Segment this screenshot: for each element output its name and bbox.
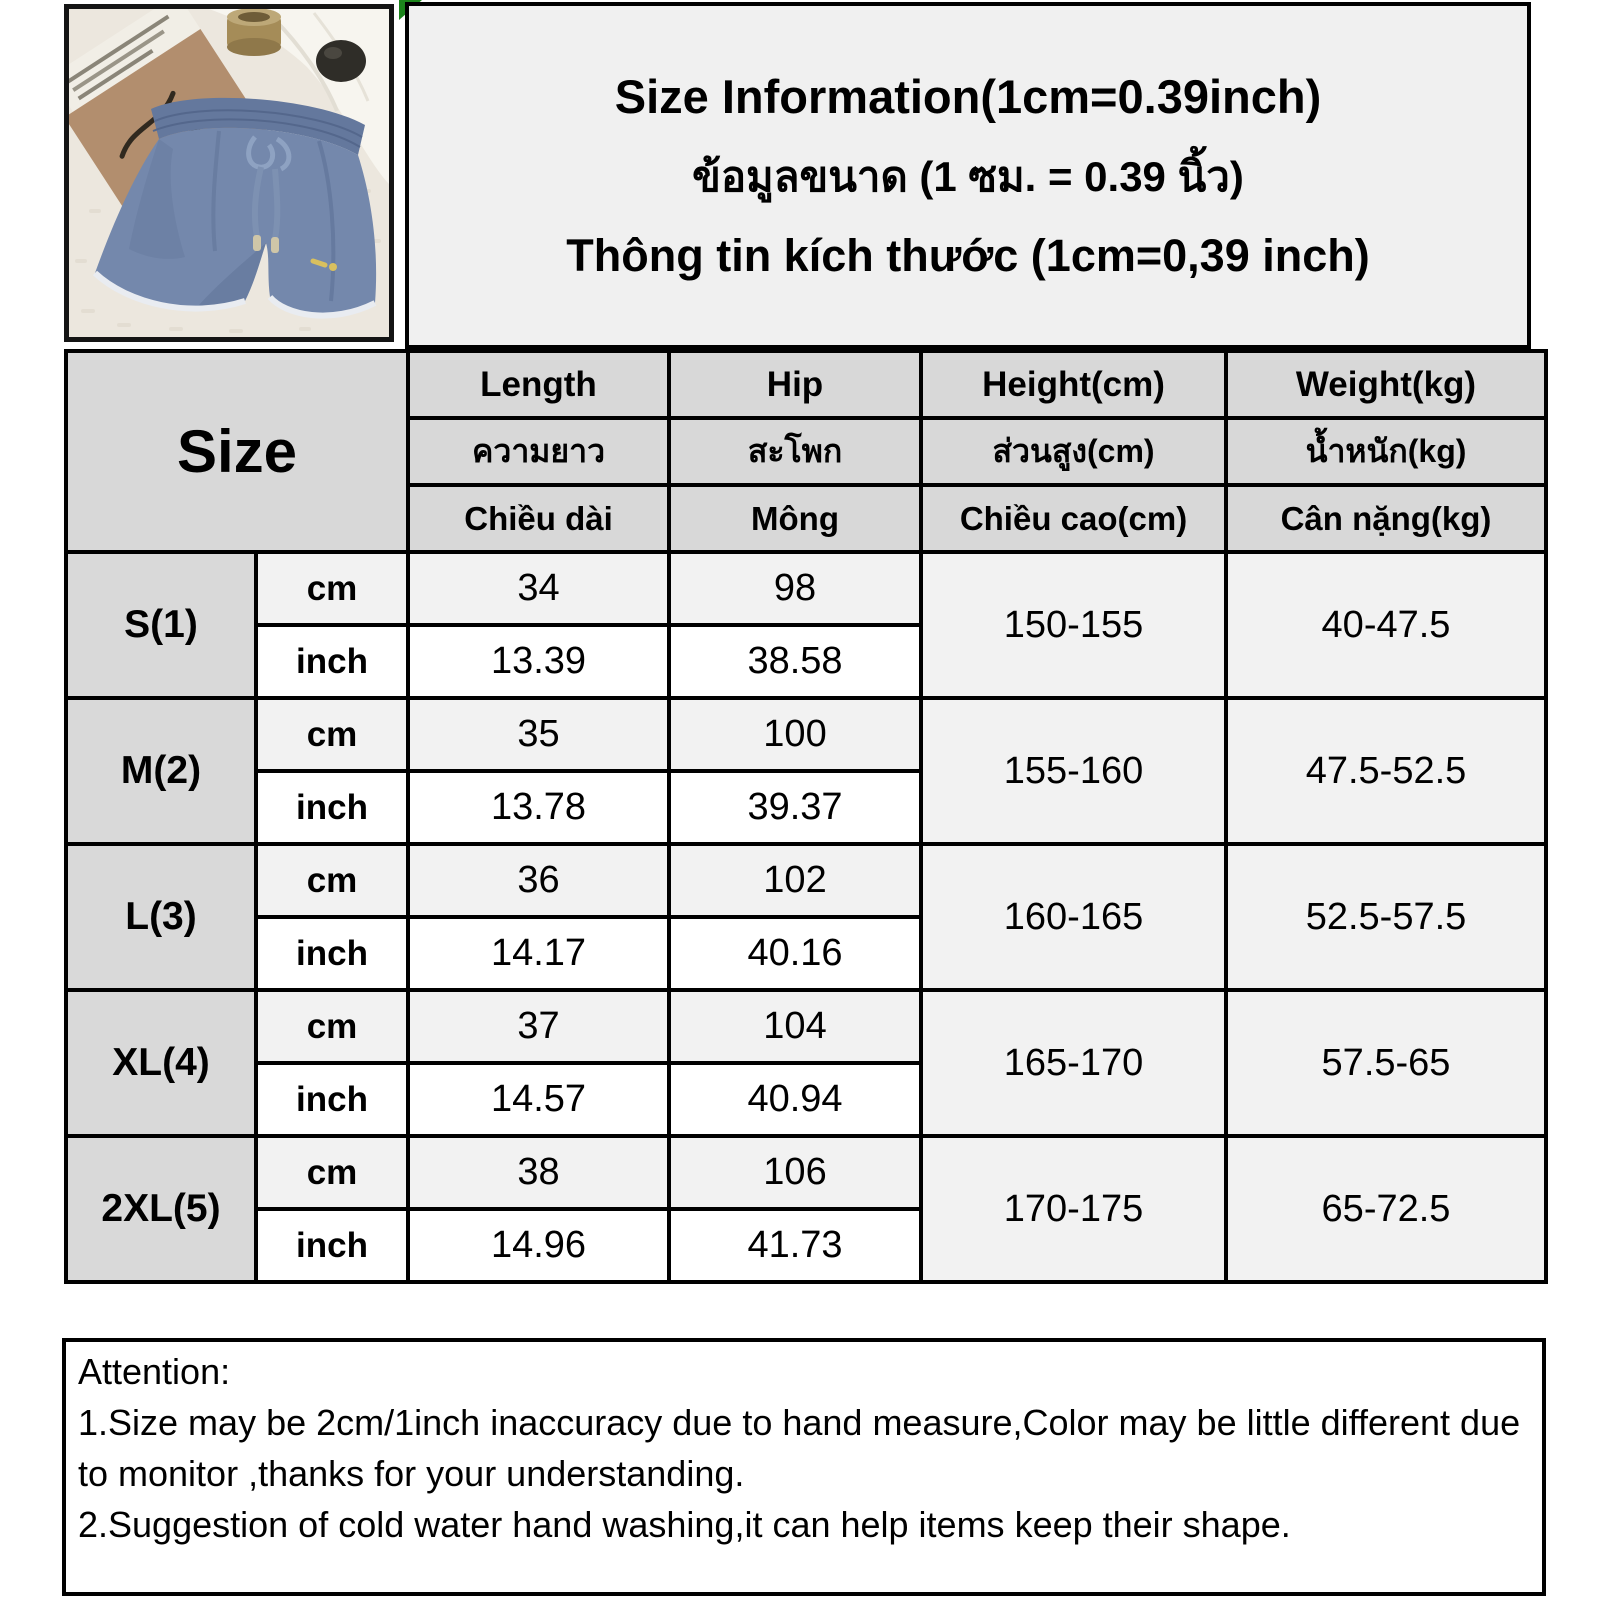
col-header-height-en: Height(cm) — [921, 351, 1226, 418]
cell-2xl5-in-hip: 41.73 — [669, 1209, 921, 1282]
col-header-hip-en: Hip — [669, 351, 921, 418]
size-label-l3: L(3) — [66, 844, 256, 990]
size-label-s1: S(1) — [66, 552, 256, 698]
table-row — [66, 1136, 1546, 1209]
attention-note-1: 1.Size may be 2cm/1inch inaccuracy due to hand measure,Color may be little different due to monitor ,thanks for your understanding. — [78, 1402, 1521, 1495]
col-header-hip-vi: Mông — [669, 485, 921, 552]
unit-cm: cm — [256, 698, 408, 771]
cell-xl4-in-length: 14.57 — [408, 1063, 669, 1136]
product-photo — [64, 4, 394, 342]
cell-l3-in-hip: 40.16 — [669, 917, 921, 990]
attention-notes — [62, 1338, 1546, 1596]
unit-inch: inch — [256, 625, 408, 698]
cell-m2-weight: 47.5-52.5 — [1226, 698, 1546, 844]
title-english: Size Information(1cm=0.39inch) — [614, 70, 1322, 123]
cell-2xl5-weight: 65-72.5 — [1226, 1136, 1546, 1282]
cell-2xl5-cm-hip: 106 — [669, 1136, 921, 1209]
col-header-height-vi: Chiều cao(cm) — [921, 485, 1226, 552]
cell-m2-height: 155-160 — [921, 698, 1226, 844]
cell-2xl5-in-length: 14.96 — [408, 1209, 669, 1282]
title-thai: ข้อมูลขนาด (1 ซม. = 0.39 นิ้ว) — [692, 153, 1244, 200]
cell-xl4-cm-length: 37 — [408, 990, 669, 1063]
cell-2xl5-cm-length: 38 — [408, 1136, 669, 1209]
cell-xl4-weight: 57.5-65 — [1226, 990, 1546, 1136]
size-table — [64, 349, 1548, 1284]
cell-m2-in-hip: 39.37 — [669, 771, 921, 844]
cell-m2-cm-length: 35 — [408, 698, 669, 771]
unit-inch: inch — [256, 1209, 408, 1282]
col-header-hip-th: สะโพก — [669, 418, 921, 485]
cell-xl4-cm-hip: 104 — [669, 990, 921, 1063]
brass-cap — [227, 9, 281, 56]
col-header-weight-en: Weight(kg) — [1226, 351, 1546, 418]
cell-s1-in-hip: 38.58 — [669, 625, 921, 698]
unit-cm: cm — [256, 1136, 408, 1209]
col-header-length-vi: Chiều dài — [408, 485, 669, 552]
unit-inch: inch — [256, 917, 408, 990]
attention-heading: Attention: — [78, 1351, 231, 1392]
attention-note-2: 2.Suggestion of cold water hand washing,it can help items keep their shape. — [78, 1504, 1291, 1546]
cell-xl4-height: 165-170 — [921, 990, 1226, 1136]
col-header-height-th: ส่วนสูง(cm) — [921, 418, 1226, 485]
cell-xl4-in-hip: 40.94 — [669, 1063, 921, 1136]
table-row — [66, 698, 1546, 771]
col-header-weight-vi: Cân nặng(kg) — [1226, 485, 1546, 552]
size-label-2xl5: 2XL(5) — [66, 1136, 256, 1282]
cell-m2-cm-hip: 100 — [669, 698, 921, 771]
cell-s1-in-length: 13.39 — [408, 625, 669, 698]
corner-size-label: Size — [66, 351, 408, 552]
cell-s1-cm-length: 34 — [408, 552, 669, 625]
col-header-weight-th: น้ำหนัก(kg) — [1226, 418, 1546, 485]
cell-s1-height: 150-155 — [921, 552, 1226, 698]
unit-inch: inch — [256, 771, 408, 844]
cell-l3-cm-hip: 102 — [669, 844, 921, 917]
table-row — [66, 844, 1546, 917]
size-information-title-box — [405, 2, 1531, 349]
cell-2xl5-height: 170-175 — [921, 1136, 1226, 1282]
cell-s1-weight: 40-47.5 — [1226, 552, 1546, 698]
cell-l3-weight: 52.5-57.5 — [1226, 844, 1546, 990]
cell-l3-cm-length: 36 — [408, 844, 669, 917]
table-row — [66, 552, 1546, 625]
shorts-photo-illustration — [69, 9, 389, 337]
cell-l3-height: 160-165 — [921, 844, 1226, 990]
cell-m2-in-length: 13.78 — [408, 771, 669, 844]
unit-cm: cm — [256, 990, 408, 1063]
unit-inch: inch — [256, 1063, 408, 1136]
cell-l3-in-length: 14.17 — [408, 917, 669, 990]
col-header-length-th: ความยาว — [408, 418, 669, 485]
col-header-length-en: Length — [408, 351, 669, 418]
unit-cm: cm — [256, 844, 408, 917]
size-label-m2: M(2) — [66, 698, 256, 844]
size-label-xl4: XL(4) — [66, 990, 256, 1136]
unit-cm: cm — [256, 552, 408, 625]
title-vietnamese: Thông tin kích thước (1cm=0,39 inch) — [566, 230, 1370, 281]
table-row — [66, 990, 1546, 1063]
cell-s1-cm-hip: 98 — [669, 552, 921, 625]
